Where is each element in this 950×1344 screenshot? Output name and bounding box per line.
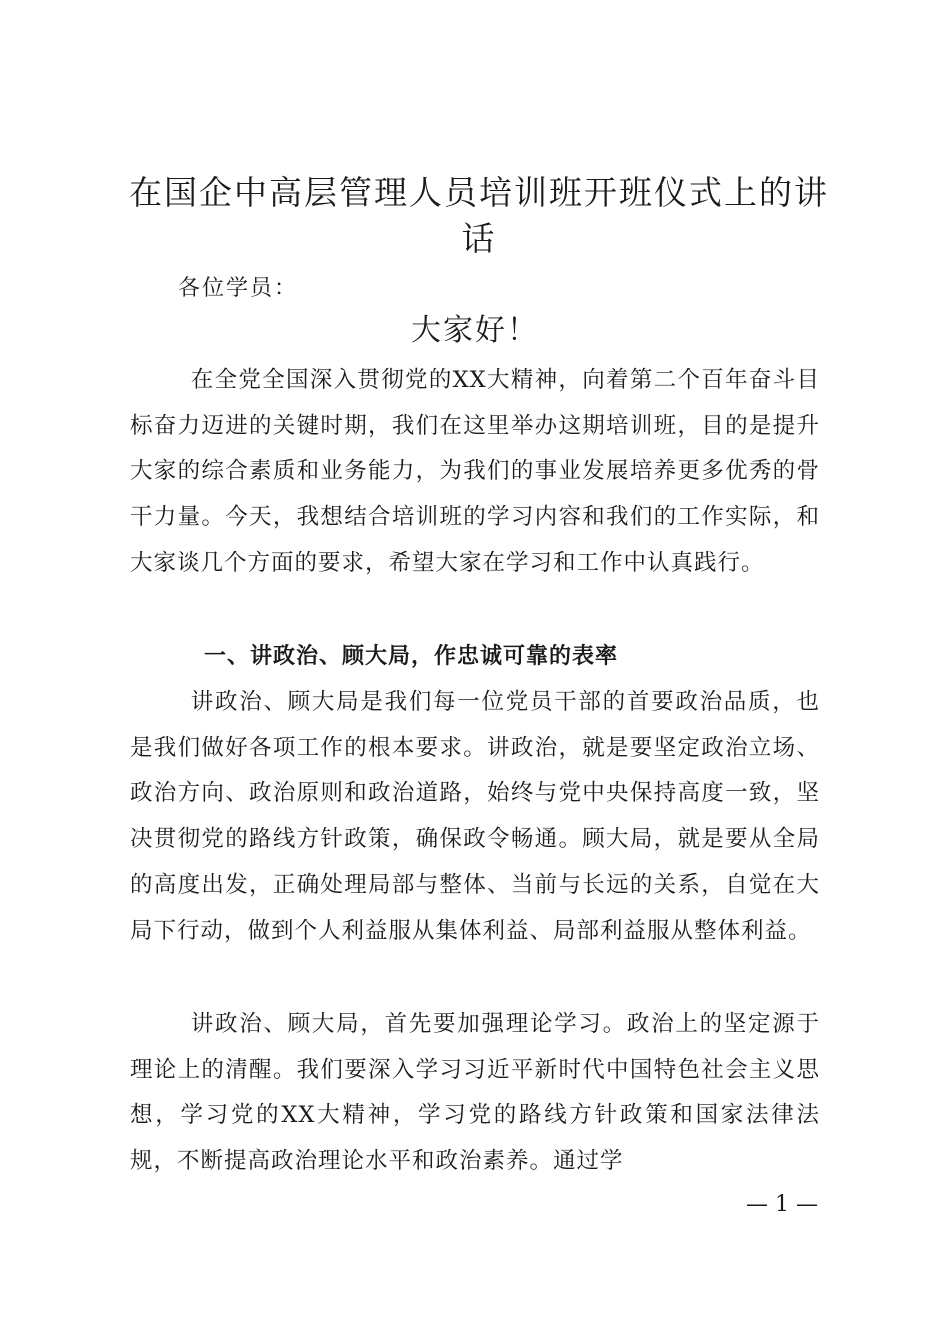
greeting: 大家好！ [411, 313, 539, 348]
page-number: — 1 — [746, 1192, 818, 1217]
paragraph-politics: 讲政治、顾大局是我们每一位党员干部的首要政治品质，也是我们做好各项工作的根本要求。讲政治，就是要坚定政治立场、政治方向、政治原则和政治道路，始终与党中央保持高度一致，坚决贯彻党的路线方针政策，确保政令畅通。顾大局，就是要从全局的高度出发，正确处理局部与整体、当前与长远的关系，自觉在大局下行动，做到个人利益服从集体利益、局部利益服从整体利益。 [130, 689, 820, 944]
section-heading: 一、讲政治、顾大局，作忠诚可靠的表率 [204, 644, 619, 669]
salutation: 各位学员： [178, 276, 299, 301]
paragraph-intro: 在全党全国深入贯彻党的XX大精神，向着第二个百年奋斗目标奋力迈进的关键时期，我们在这里举办这期培训班，目的是提升大家的综合素质和业务能力，为我们的事业发展培养更多优秀的骨干力量。今天，我想结合培训班的学习内容和我们的工作实际，和大家谈几个方面的要求，希望大家在学习和工作中认真践行。 [130, 367, 820, 576]
paragraph-theory-study: 讲政治、顾大局，首先要加强理论学习。政治上的坚定源于理论上的清醒。我们要深入学习习近平新时代中国特色社会主义思想，学习党的XX大精神，学习党的路线方针政策和国家法律法规，不断提高政治理论水平和政治素养。通过学 [130, 1011, 820, 1175]
document-title: 在国企中高层管理人员培训班开班仪式上的讲话 [129, 173, 829, 258]
